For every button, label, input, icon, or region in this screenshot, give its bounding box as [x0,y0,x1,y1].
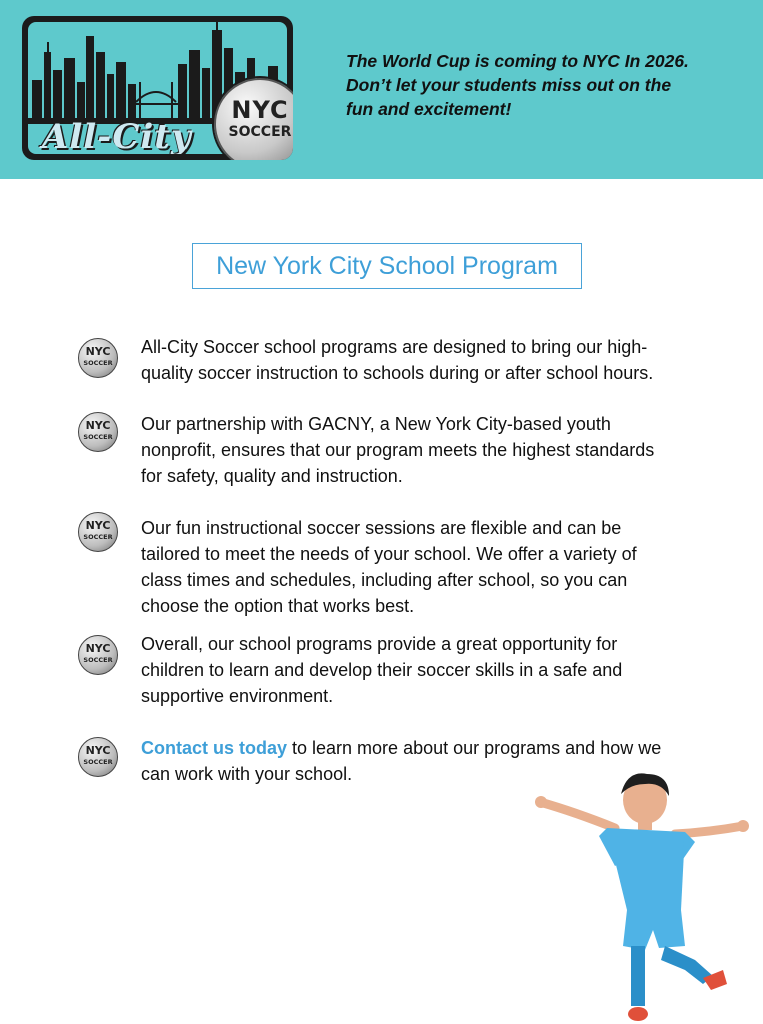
list-item-line: quality soccer instruction to schools during or after school hours. [141,363,654,383]
contact-line-rest: to learn more about our programs and how we [287,738,662,758]
icon-label-nyc: NYC [85,519,111,532]
icon-label-soccer: SOCCER [83,656,113,664]
icon-label-soccer: SOCCER [83,433,113,441]
all-city-soccer-logo[interactable] [22,16,293,160]
list-item-line [141,735,716,761]
icon-label-nyc: NYC [85,642,111,655]
nyc-soccer-ball-icon [78,737,118,777]
list-item-line: class times and schedules, including after school, so you can [141,570,628,590]
tagline-line-3: fun and excitement! [346,99,512,119]
icon-label-nyc: NYC [85,744,111,757]
list-item-line: nonprofit, ensures that our program meets the highest standards [141,440,655,460]
logo-wordmark: All-City [42,117,192,154]
list-item-line: choose the option that works best. [141,596,415,616]
list-item-line: Our fun instructional soccer sessions are flexible and can be [141,518,622,538]
tagline-line-1: The World Cup is coming to NYC In 2026. [346,51,689,71]
icon-label-soccer: SOCCER [83,359,113,367]
list-item-line: supportive environment. [141,686,334,706]
contact-us-link[interactable]: Contact us today [141,738,288,758]
list-item [141,411,716,489]
page-title: New York City School Program [216,251,558,280]
ball-label-soccer: SOCCER [228,124,292,140]
page-title-box [192,243,582,289]
list-item-line: for safety, quality and instruction. [141,466,403,486]
nyc-soccer-ball-icon [78,635,118,675]
icon-label-soccer: SOCCER [83,533,113,541]
list-item-line: Our partnership with GACNY, a New York City-based youth [141,414,611,434]
list-item-line: Overall, our school programs provide a great opportunity for [141,634,618,654]
list-item [141,515,716,619]
list-item-line: can work with your school. [141,764,353,784]
icon-label-nyc: NYC [85,419,111,432]
list-item-line: children to learn and develop their soccer skills in a safe and [141,660,623,680]
list-item-line: tailored to meet the needs of your school. We offer a variety of [141,544,637,564]
soccer-player-photo [535,770,750,1024]
list-item [141,631,716,709]
header-banner [0,0,763,179]
ball-label-nyc: NYC [231,96,289,124]
list-item-line: All-City Soccer school programs are designed to bring our high- [141,337,648,357]
nyc-soccer-ball-icon [78,412,118,452]
icon-label-nyc: NYC [85,345,111,358]
nyc-soccer-ball-icon [78,512,118,552]
nyc-soccer-ball-icon [78,338,118,378]
list-item [141,334,716,386]
tagline-line-2: Don’t let your students miss out on the [346,75,672,95]
icon-label-soccer: SOCCER [83,758,113,766]
header-tagline [346,49,736,121]
